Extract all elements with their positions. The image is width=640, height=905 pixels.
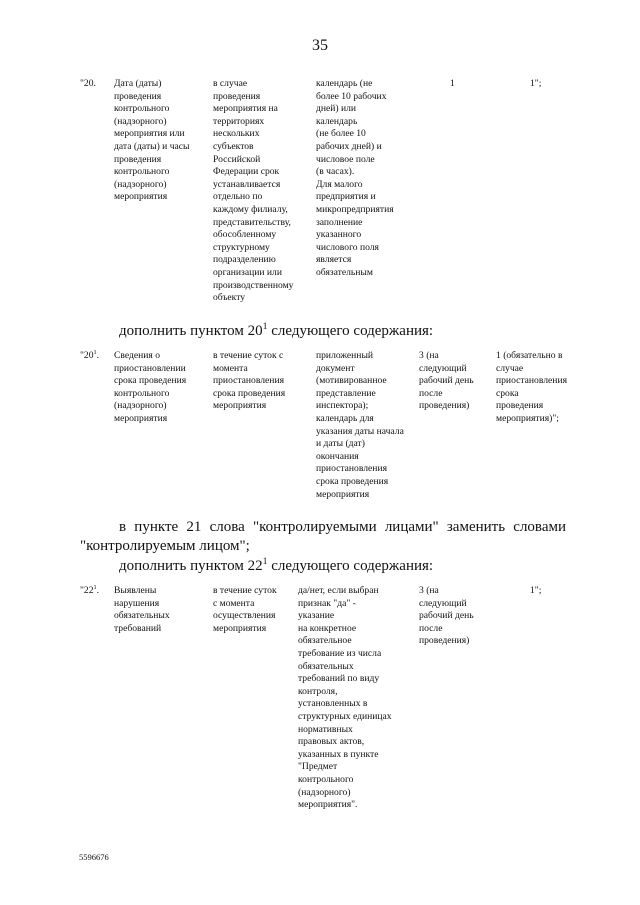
paragraph-superscript: 1 bbox=[262, 556, 268, 567]
item-number-sup: 1 bbox=[93, 348, 97, 356]
item-number bbox=[80, 350, 116, 363]
item-name: Дата (даты) проведения контрольного (надзорного) мероприятия или дата (даты) и часы проведения контрольного (надзорного) мероприятия bbox=[114, 78, 190, 203]
paragraph-text-post: следующего содержания: bbox=[267, 323, 434, 339]
item-format: приложенный документ (мотивированное представление инспектора); календарь для указания даты начала и даты (дат) окончания приостановления срока проведения мероприятия bbox=[316, 350, 404, 500]
item-term: в течение суток с момента осуществления мероприятия bbox=[213, 585, 277, 634]
item-r2: 1"; bbox=[530, 585, 542, 596]
item-number-post: . bbox=[96, 350, 100, 361]
item-format: календарь (не более 10 рабочих дней) или календарь (не более 10 рабочих дней) и числовое поле (в часах). Для малого предприятия и микропредприятия заполнение указанного числового поля является обязательным bbox=[316, 78, 394, 278]
item-number bbox=[80, 585, 116, 598]
item-r2: 1"; bbox=[530, 78, 542, 89]
page-number: 35 bbox=[312, 37, 328, 54]
item-number: "20. bbox=[80, 78, 96, 89]
item-number-sup: 1 bbox=[93, 583, 97, 591]
item-r2: 1 (обязательно в случае приостановления срока проведения мероприятия)"; bbox=[496, 350, 567, 424]
item-term: в течение суток с момента приостановления срока проведения мероприятия bbox=[213, 350, 286, 412]
paragraph-superscript: 1 bbox=[262, 321, 268, 332]
amendment-paragraph-21: в пункте 21 слова "контролируемыми лицами" заменить словами "контролируемым лицом"; bbox=[80, 519, 566, 554]
item-r1: 3 (на следующий рабочий день после проведения) bbox=[419, 585, 474, 647]
paragraph-text-pre: дополнить пунктом 22 bbox=[119, 558, 263, 574]
paragraph-text-post: следующего содержания: bbox=[267, 558, 434, 574]
item-number-pre: "20 bbox=[80, 350, 94, 361]
item-format: да/нет, если выбран признак "да" - указание на конкретное обязательное требование из числа обязательных требований по виду контроля, установленных в структурных единицах нормативных правовых актов, указанных в пункте "Предмет контрольного (надзорного) мероприятия". bbox=[298, 585, 392, 811]
item-term: в случае проведения мероприятия на территориях нескольких субъектов Российской Федерации срок устанавливается отдельно по каждому филиалу, представительству, обособленному структурному подразделению организации или производственному объекту bbox=[213, 78, 294, 304]
amendment-paragraph-22-1 bbox=[119, 557, 433, 576]
item-name: Выявлены нарушения обязательных требований bbox=[114, 585, 170, 634]
item-name: Сведения о приостановлении срока проведения контрольного (надзорного) мероприятия bbox=[114, 350, 187, 424]
item-number-pre: "22 bbox=[80, 585, 94, 596]
item-number-post: . bbox=[96, 585, 100, 596]
amendment-paragraph-20-1 bbox=[119, 322, 433, 341]
document-code: 5596676 bbox=[79, 852, 109, 862]
item-r1: 1 bbox=[450, 78, 455, 89]
paragraph-text-pre: дополнить пунктом 20 bbox=[119, 323, 263, 339]
item-r1: 3 (на следующий рабочий день после проведения) bbox=[419, 350, 474, 412]
